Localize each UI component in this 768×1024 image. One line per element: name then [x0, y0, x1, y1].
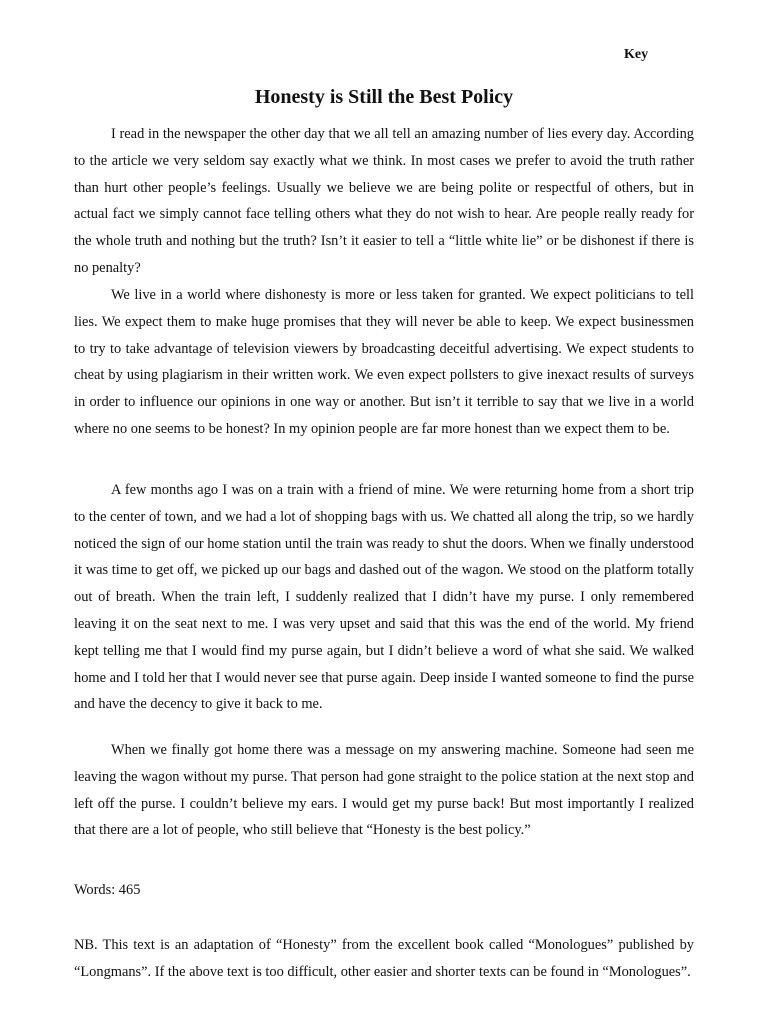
paragraph: When we finally got home there was a message on my answering machine. Someone had seen me leaving the wagon without my purse. That person had gone straight to the police station at the next stop and left off the purse. I couldn’t believe my ears. I would get my purse back! But most importantly I realized that there are a lot of people, who still believe that “Honesty is the best policy.”: [74, 742, 694, 839]
page-title: Honesty is Still the Best Policy: [254, 86, 514, 108]
word-count: Words: 465: [74, 882, 141, 898]
paragraph: We live in a world where dishonesty is more or less taken for granted. We expect politicians to tell lies. We expect them to make huge promises that they will never be able to keep. We expect businessmen to try to take advantage of television viewers by broadcasting deceitful advertising. We expect students to cheat by using plagiarism in their written work. We even expect pollsters to give inexact results of surveys in order to influence our opinions in one way or another. But isn’t it terrible to say that we live in a world where no one seems to be honest? In my opinion people are far more honest than we expect them to be.: [74, 287, 694, 437]
paragraph: A few months ago I was on a train with a friend of mine. We were returning home from a short trip to the center of town, and we had a lot of shopping bags with us. We chatted all along the trip, so we hardly noticed the sign of our home station until the train was ready to shut the doors. When we finally understood it was time to get off, we picked up our bags and dashed out of the wagon. We stood on the platform totally out of breath. When the train left, I suddenly realized that I didn’t have my purse. I only remembered leaving it on the seat next to me. I was very upset and said that this was the end of the world. My friend kept telling me that I would find my purse again, but I didn’t believe a word of what she said. We walked home and I told her that I would never see that purse again. Deep inside I wanted someone to find the purse and have the decency to give it back to me.: [74, 482, 694, 713]
key-label: Key: [624, 47, 649, 62]
footnote: NB. This text is an adaptation of “Honesty” from the excellent book called “Monologues” published by “Longmans”. If the above text is too difficult, other easier and shorter texts can be found in “Monologues”.: [74, 937, 694, 980]
paragraph: I read in the newspaper the other day that we all tell an amazing number of lies every day. According to the article we very seldom say exactly what we think. In most cases we prefer to avoid the truth rather than hurt other people’s feelings. Usually we believe we are being polite or respectful of others, but in actual fact we simply cannot face telling others what they do not wish to hear. Are people really ready for the whole truth and nothing but the truth? Isn’t it easier to tell a “little white lie” or be dishonest if there is no penalty?: [74, 126, 694, 276]
